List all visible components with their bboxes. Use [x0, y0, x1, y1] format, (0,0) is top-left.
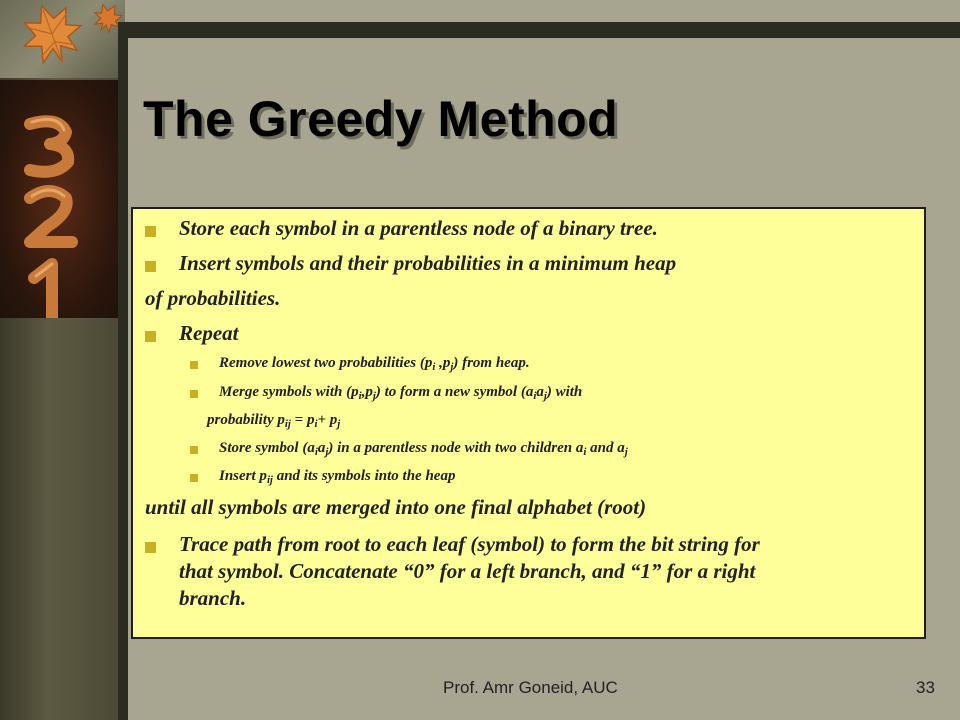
content-box — [131, 207, 926, 639]
slide-title: The Greedy Method — [143, 91, 619, 147]
square-bullet-icon — [145, 226, 156, 237]
bullet-item-continuation: that symbol. Concatenate “0” for a left branch, and “1” for a right — [179, 559, 756, 583]
square-bullet-icon — [190, 390, 198, 398]
bullet-item-continuation: branch. — [179, 586, 247, 610]
sub-bullet-continuation: probability $p_{ij} = p_i+ p_j$ — [207, 412, 341, 431]
bullet-item: Store each symbol in a parentless node of a binary tree. — [179, 216, 658, 240]
sub-bullet-item: Store symbol $(a_ia_j)$ in a parentless node with two children $a_i$ and $a_j$ — [219, 440, 628, 459]
bullet-item: Trace path from root to each leaf (symbol) to form the bit string for — [179, 532, 760, 556]
page-number: 33 — [916, 678, 935, 697]
square-bullet-icon — [145, 261, 156, 272]
square-bullet-icon — [190, 474, 198, 482]
bullet-item-continuation: of probabilities. — [145, 286, 281, 310]
bullet-item: Repeat — [179, 321, 239, 345]
square-bullet-icon — [145, 331, 156, 342]
square-bullet-icon — [145, 542, 156, 553]
top-dark-band — [118, 22, 960, 38]
digits-321-icon — [0, 80, 120, 318]
square-bullet-icon — [190, 446, 198, 454]
sub-bullet-item: Insert $p_{ij}$ and its symbols into the heap — [219, 468, 456, 487]
footer-author: Prof. Amr Goneid, AUC — [443, 678, 618, 697]
square-bullet-icon — [190, 361, 198, 369]
maple-leaf-icon — [0, 0, 125, 78]
bullet-item: Insert symbols and their probabilities in a minimum heap — [179, 251, 677, 275]
strip-bottom — [0, 320, 120, 720]
vertical-dark-band — [118, 22, 128, 720]
sub-bullet-item: Remove lowest two probabilities ($p_i$ $,p_j$) from heap. — [219, 355, 530, 374]
until-line: until all symbols are merged into one final alphabet (root) — [145, 495, 647, 519]
sub-bullet-item: Merge symbols with $(p_i,p_j)$ to form a new symbol $(a_ia_j)$ with — [219, 384, 583, 403]
